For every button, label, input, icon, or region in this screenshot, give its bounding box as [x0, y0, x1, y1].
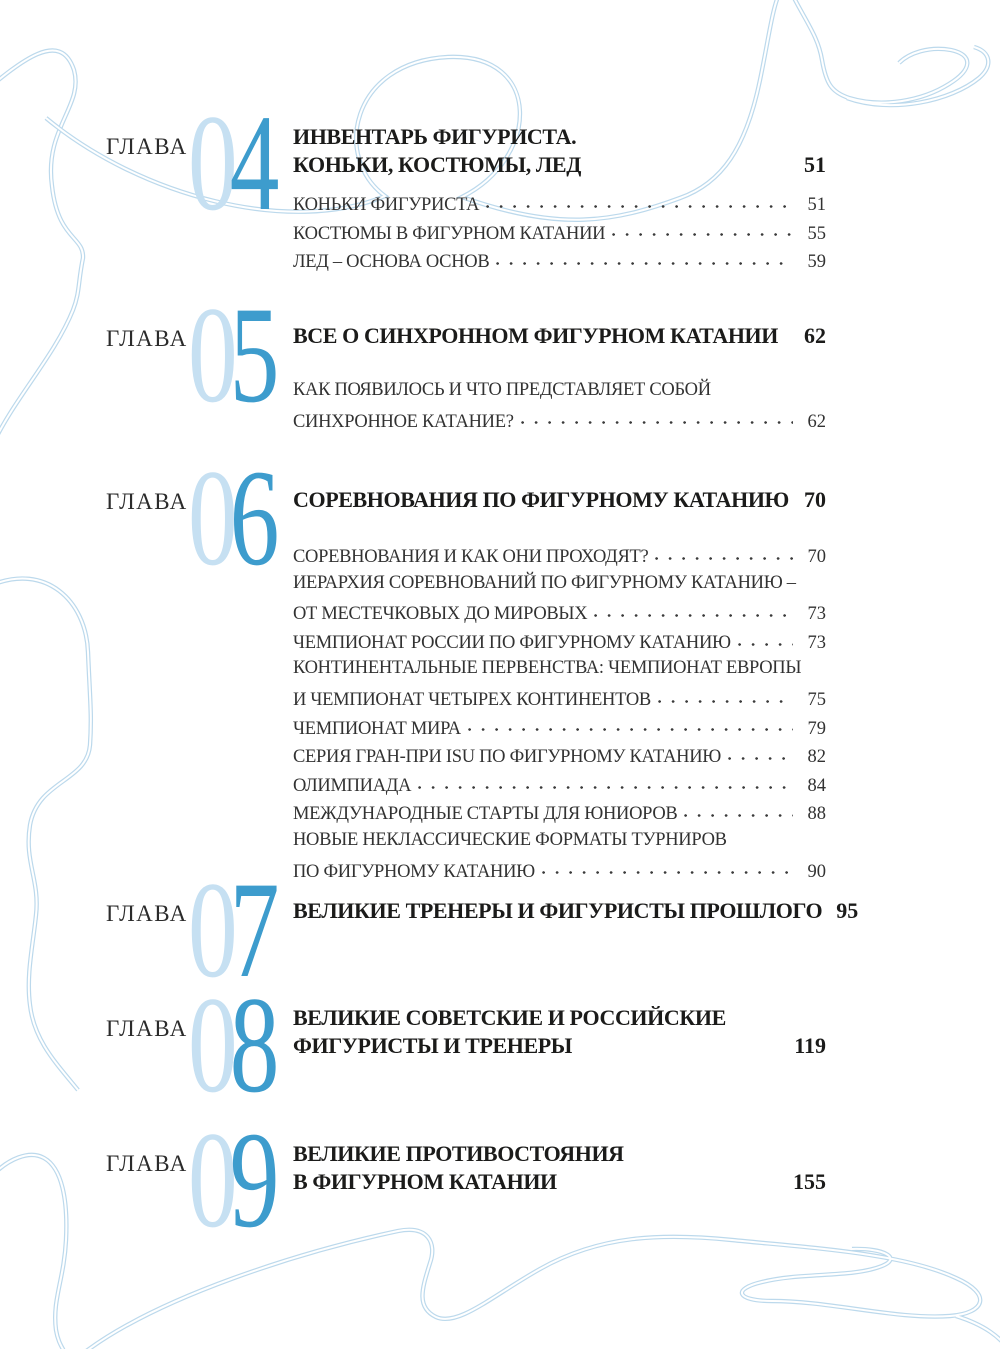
- chapter-number-first-digit: 0: [188, 86, 230, 239]
- entry-page-number: 82: [807, 747, 826, 768]
- chapter-heading: [293, 322, 826, 350]
- entry-page-number: 51: [807, 195, 826, 215]
- chapter-number-first-digit: 0: [188, 1103, 230, 1256]
- entry-page-number: 88: [807, 804, 826, 825]
- dot-leader: [594, 597, 793, 619]
- entry-page-number: 73: [807, 604, 826, 625]
- chapter-label: ГЛАВА: [106, 901, 188, 926]
- chapter-number-second-digit: 5: [229, 278, 272, 431]
- entry-label: КОСТЮМЫ В ФИГУРНОМ КАТАНИИ: [293, 223, 606, 244]
- entry-page-number: 90: [807, 861, 826, 882]
- chapter-number-first-digit: 0: [188, 853, 230, 1006]
- toc-entry-line: [293, 769, 826, 798]
- chapter-title: ИНВЕНТАРЬ ФИГУРИСТА. КОНЬКИ, КОСТЮМЫ, ЛЕД: [293, 124, 581, 177]
- entry-page-number: 59: [807, 252, 826, 273]
- chapter-heading: [293, 1004, 826, 1060]
- entry-label: СЕРИЯ ГРАН-ПРИ ISU ПО ФИГУРНОМУ КАТАНИЮ: [293, 747, 721, 768]
- entry-page-number: 55: [807, 223, 826, 244]
- entry-label: СОРЕВНОВАНИЯ И КАК ОНИ ПРОХОДЯТ?: [293, 547, 649, 567]
- chapter-label: ГЛАВА: [106, 489, 188, 514]
- chapter-entries: [293, 188, 826, 274]
- chapter-number-second-digit: 8: [229, 968, 272, 1121]
- toc-entry-line: [293, 654, 826, 683]
- chapter-number: [188, 86, 272, 239]
- toc-entry-line: [293, 797, 826, 826]
- entry-label: ОТ МЕСТЕЧКОВЫХ ДО МИРОВЫХ: [293, 604, 588, 625]
- chapter-page-number: 95: [836, 898, 859, 923]
- dot-leader: [468, 712, 793, 734]
- entry-page-number: 70: [807, 547, 826, 567]
- entry-label: ОЛИМПИАДА: [293, 775, 412, 796]
- chapter-number-second-digit: 7: [229, 853, 272, 1006]
- entry-label: КАК ПОЯВИЛОСЬ И ЧТО ПРЕДСТАВЛЯЕТ СОБОЙ: [293, 380, 711, 400]
- entry-label: ЧЕМПИОНАТ МИРА: [293, 718, 461, 739]
- chapter-number-first-digit: 0: [188, 278, 230, 431]
- toc-entry-line: [293, 855, 826, 884]
- chapter-label: ГЛАВА: [106, 1016, 188, 1041]
- chapter-heading: [293, 897, 859, 925]
- chapter-label: ГЛАВА: [106, 1151, 188, 1176]
- chapter-number-second-digit: 9: [229, 1103, 272, 1256]
- toc-entry-line: [293, 569, 826, 598]
- toc-entry-line: [293, 245, 826, 274]
- toc-entry-line: [293, 712, 826, 741]
- chapter-title: СОРЕВНОВАНИЯ ПО ФИГУРНОМУ КАТАНИЮ: [293, 487, 789, 512]
- entry-label: ИЕРАРХИЯ СОРЕВНОВАНИЙ ПО ФИГУРНОМУ КАТАНИЮ –: [293, 572, 796, 593]
- dot-leader: [521, 405, 793, 427]
- dot-leader: [728, 740, 793, 762]
- toc-entry-line: [293, 376, 826, 405]
- chapter-number: [188, 1103, 272, 1256]
- chapter-page-number: 70: [804, 487, 826, 512]
- chapter-heading: [293, 486, 826, 514]
- dot-leader: [418, 769, 793, 791]
- chapter-heading: [293, 1140, 826, 1196]
- chapter-page-number: 119: [794, 1033, 826, 1058]
- chapter-title: ВЕЛИКИЕ ТРЕНЕРЫ И ФИГУРИСТЫ ПРОШЛОГО: [293, 898, 823, 923]
- chapter-title: ВЕЛИКИЕ СОВЕТСКИЕ И РОССИЙСКИЕ ФИГУРИСТЫ И ТРЕНЕРЫ: [293, 1005, 726, 1058]
- entry-label: ПО ФИГУРНОМУ КАТАНИЮ: [293, 861, 535, 882]
- entry-label: МЕЖДУНАРОДНЫЕ СТАРТЫ ДЛЯ ЮНИОРОВ: [293, 804, 678, 825]
- chapter-label: ГЛАВА: [106, 134, 188, 159]
- toc-entry-line: [293, 626, 826, 655]
- chapter-number-second-digit: 4: [229, 86, 272, 239]
- entry-page-number: 62: [807, 411, 826, 432]
- dot-leader: [542, 855, 793, 877]
- entry-label: КОНЬКИ ФИГУРИСТА: [293, 195, 480, 215]
- entry-label: КОНТИНЕНТАЛЬНЫЕ ПЕРВЕНСТВА: ЧЕМПИОНАТ ЕВРОПЫ: [293, 658, 802, 679]
- chapter-page-number: 62: [804, 323, 826, 348]
- chapter-page-number: 51: [804, 152, 826, 177]
- entry-label: СИНХРОННОЕ КАТАНИЕ?: [293, 411, 514, 432]
- chapter-title: ВСЕ О СИНХРОННОМ ФИГУРНОМ КАТАНИИ: [293, 323, 778, 348]
- chapter-number: [188, 441, 272, 594]
- entry-label: И ЧЕМПИОНАТ ЧЕТЫРЕХ КОНТИНЕНТОВ: [293, 689, 651, 710]
- toc-entry-line: [293, 683, 826, 712]
- chapter-title: ВЕЛИКИЕ ПРОТИВОСТОЯНИЯ В ФИГУРНОМ КАТАНИИ: [293, 1141, 624, 1194]
- entry-label: НОВЫЕ НЕКЛАССИЧЕСКИЕ ФОРМАТЫ ТУРНИРОВ: [293, 829, 727, 850]
- dot-leader: [684, 797, 793, 819]
- chapter-entries: [293, 540, 826, 883]
- entry-page-number: 79: [807, 718, 826, 739]
- dot-leader: [658, 683, 793, 705]
- toc-entry-line: [293, 540, 826, 569]
- dot-leader: [655, 540, 793, 562]
- toc-entry-line: [293, 826, 826, 855]
- dot-leader: [612, 217, 793, 239]
- chapter-label: ГЛАВА: [106, 326, 188, 351]
- dot-leader: [738, 626, 793, 648]
- chapter-number-first-digit: 0: [188, 441, 230, 594]
- toc-entry-line: [293, 217, 826, 246]
- entry-page-number: 84: [807, 775, 826, 796]
- toc-entry-line: [293, 597, 826, 626]
- toc-entry-line: [293, 188, 826, 217]
- chapter-number-second-digit: 6: [229, 441, 272, 594]
- chapter-entries: [293, 376, 826, 433]
- chapter-page-number: 155: [793, 1169, 826, 1194]
- dot-leader: [496, 245, 793, 267]
- entry-page-number: 75: [807, 689, 826, 710]
- toc-entry-line: [293, 405, 826, 434]
- toc-entry-line: [293, 740, 826, 769]
- entry-label: ЛЕД – ОСНОВА ОСНОВ: [293, 252, 490, 273]
- chapter-number: [188, 968, 272, 1121]
- dot-leader: [486, 188, 793, 210]
- chapter-number: [188, 278, 272, 431]
- entry-page-number: 73: [807, 632, 826, 653]
- chapter-number-first-digit: 0: [188, 968, 230, 1121]
- entry-label: ЧЕМПИОНАТ РОССИИ ПО ФИГУРНОМУ КАТАНИЮ: [293, 632, 731, 653]
- chapter-heading: [293, 123, 826, 179]
